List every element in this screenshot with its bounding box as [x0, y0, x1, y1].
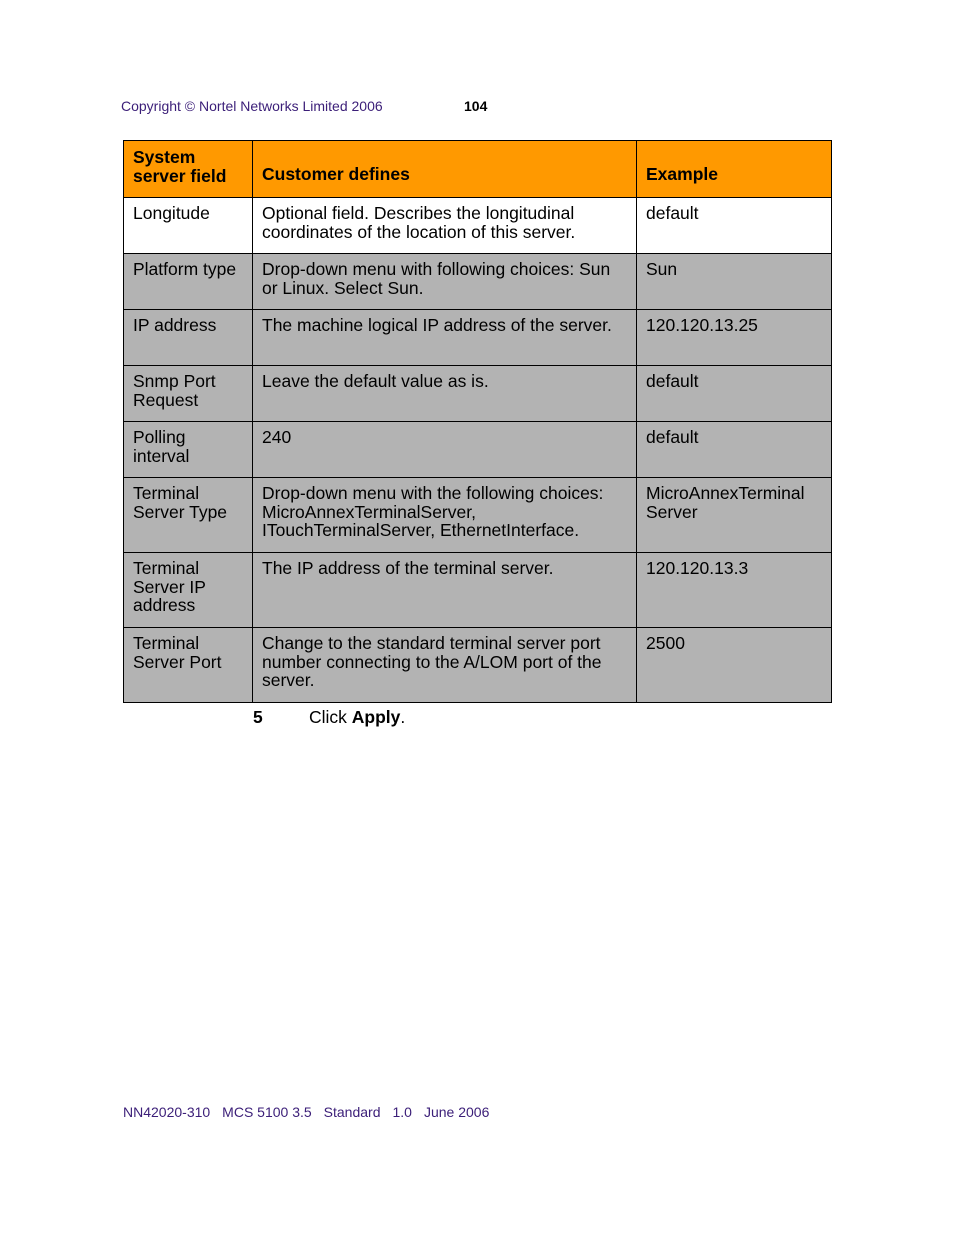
cell-example: 120.120.13.3 — [637, 553, 832, 628]
cell-defines: Leave the default value as is. — [253, 366, 637, 422]
cell-example: MicroAnnexTerminal Server — [637, 478, 832, 553]
column-header-defines: Customer defines — [253, 141, 637, 198]
table-row — [124, 553, 832, 628]
cell-example: default — [637, 198, 832, 254]
cell-field: Terminal Server Port — [124, 628, 253, 703]
cell-defines: Optional field. Describes the longitudinal coordinates of the location of this server. — [253, 198, 637, 254]
footer-doc-number: NN42020-310 — [123, 1104, 211, 1120]
table-row — [124, 198, 832, 254]
column-header-field: System server field — [124, 141, 253, 198]
cell-defines: 240 — [253, 422, 637, 478]
table-row — [124, 628, 832, 703]
step-instruction — [309, 707, 405, 728]
step-prefix: Click — [309, 707, 352, 727]
cell-example: Sun — [637, 254, 832, 310]
table-row — [124, 254, 832, 310]
footer-date: June 2006 — [423, 1104, 490, 1120]
cell-field: Snmp Port Request — [124, 366, 253, 422]
cell-field: Polling interval — [124, 422, 253, 478]
header-copyright: Copyright © Nortel Networks Limited 2006 — [121, 98, 383, 114]
footer-product: MCS 5100 3.5 — [222, 1104, 312, 1120]
cell-example: 2500 — [637, 628, 832, 703]
footer-version: 1.0 — [392, 1104, 412, 1120]
table-row — [124, 422, 832, 478]
footer-status: Standard — [323, 1104, 381, 1120]
cell-example: 120.120.13.25 — [637, 310, 832, 366]
cell-field: Longitude — [124, 198, 253, 254]
table-header-row — [124, 141, 832, 198]
cell-defines: Change to the standard terminal server port number connecting to the A/LOM port of the server. — [253, 628, 637, 703]
cell-example: default — [637, 366, 832, 422]
table-row — [124, 478, 832, 553]
step-action: Apply — [351, 707, 401, 727]
cell-defines: Drop-down menu with the following choices: MicroAnnexTerminalServer, ITouchTerminalServer, EthernetInterface. — [253, 478, 637, 553]
table-body — [124, 198, 832, 703]
system-server-fields-table — [123, 140, 832, 703]
cell-field: Terminal Server IP address — [124, 553, 253, 628]
table-row — [124, 310, 832, 366]
cell-defines: The machine logical IP address of the server. — [253, 310, 637, 366]
cell-field: Terminal Server Type — [124, 478, 253, 553]
cell-field: Platform type — [124, 254, 253, 310]
table-row — [124, 366, 832, 422]
cell-defines: Drop-down menu with following choices: Sun or Linux. Select Sun. — [253, 254, 637, 310]
page-number: 104 — [464, 98, 488, 114]
cell-example: default — [637, 422, 832, 478]
cell-field: IP address — [124, 310, 253, 366]
footer — [123, 1104, 501, 1120]
column-header-example: Example — [637, 141, 832, 198]
step-suffix: . — [400, 707, 406, 727]
step-number: 5 — [253, 707, 263, 727]
cell-defines: The IP address of the terminal server. — [253, 553, 637, 628]
